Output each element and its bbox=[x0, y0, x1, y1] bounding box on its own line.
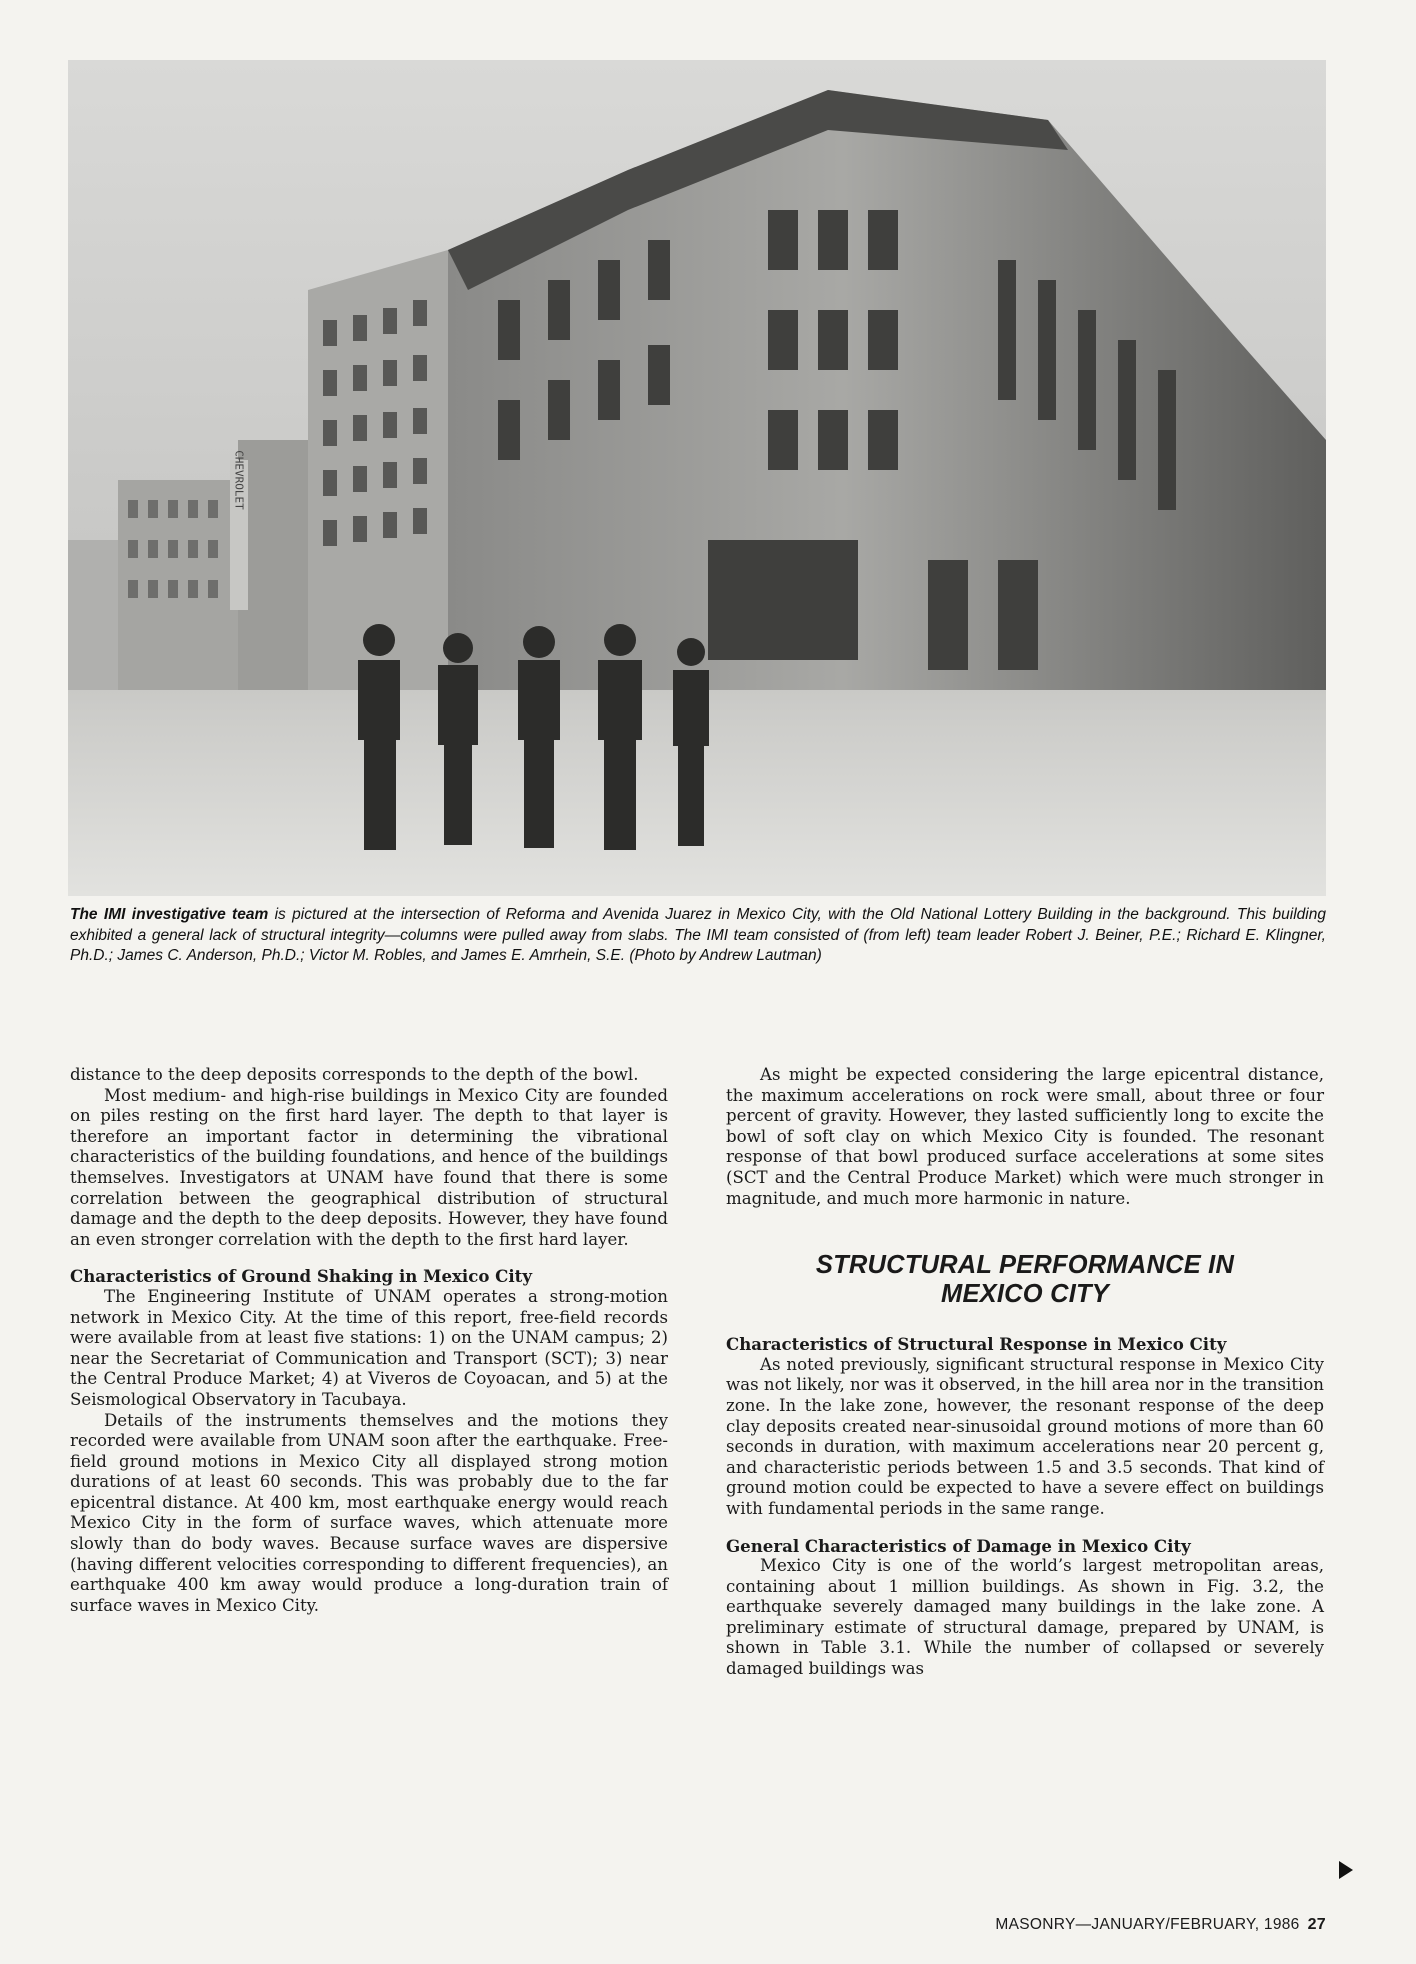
section-title-line-1: STRUCTURAL PERFORMANCE IN bbox=[815, 1251, 1235, 1280]
left-paragraph-4: Details of the instruments themselves and the motions they recorded were available from UNAM soon after the earthquake. Free-field ground motions in Mexico City all displayed strong motion durations of at least 60 seconds. This was probably due to the far epicentral distance. At 400 km, most earthquake energy would reach Mexico City in the form of surface waves, which attenuate more slowly than do body waves. Because surface waves are dispersive (having different velocities corresponding to different frequencies), an earthquake 400 km away would produce a long-duration train of surface waves in Mexico City. bbox=[70, 1410, 668, 1615]
heading-ground-shaking: Characteristics of Ground Shaking in Mexico City bbox=[70, 1266, 532, 1287]
left-paragraph-1: distance to the deep deposits corresponds to the depth of the bowl. bbox=[70, 1065, 639, 1084]
caption-lead: The IMI investigative team bbox=[70, 906, 269, 923]
team-photo bbox=[68, 60, 1326, 896]
footer-publication: MASONRY—JANUARY/FEBRUARY, 1986 bbox=[995, 1916, 1300, 1933]
right-paragraph-1: As might be expected considering the large epicentral distance, the maximum accelerations on rock were small, about three or four percent of gravity. However, they lasted sufficiently long to excite the bowl of soft clay on which Mexico City is founded. The resonant response of that bowl produced surface accelerations at some sites (SCT and the Central Produce Market) which were much stronger in magnitude, and much more harmonic in nature. bbox=[726, 1065, 1324, 1208]
caption-text: is pictured at the intersection of Reforma and Avenida Juarez in Mexico City, with the Old National Lottery Building in the background. This building exhibited a general lack of structural integrity—columns were pulled away from slabs. The IMI team consisted of (from left) team leader Robert J. Beiner, P.E.; Richard E. Klingner, Ph.D.; James C. Anderson, Ph.D.; Victor M. Robles, and James E. Amrhein, S.E. (Photo by Andrew Lautman) bbox=[70, 906, 1326, 964]
right-paragraph-2: As noted previously, significant structural response in Mexico City was not likely, nor was it observed, in the hill area nor in the transition zone. In the lake zone, however, the resonant response of the deep clay deposits created near-sinusoidal ground motions of more than 60 seconds in duration, with maximum accelerations near 20 percent g, and characteristic periods between 1.5 and 3.5 seconds. That kind of ground motion could be expected to have a severe effect on buildings with fundamental periods in the same range. bbox=[726, 1354, 1324, 1518]
section-title-line-2: MEXICO CITY bbox=[941, 1280, 1109, 1309]
heading-damage: General Characteristics of Damage in Mexico City bbox=[726, 1535, 1191, 1556]
photo-caption bbox=[70, 905, 1326, 967]
heading-structural-response: Characteristics of Structural Response in Mexico City bbox=[726, 1334, 1227, 1355]
section-title bbox=[726, 1251, 1324, 1309]
right-paragraph-3: Mexico City is one of the world’s largest metropolitan areas, containing about 1 million buildings. As shown in Fig. 3.2, the earthquake severely damaged many buildings in the lake zone. A preliminary estimate of structural damage, prepared by UNAM, is shown in Table 3.1. While the number of collapsed or severely damaged buildings was bbox=[726, 1556, 1324, 1679]
right-column bbox=[726, 1065, 1324, 1680]
sign-text: CHEVROLET bbox=[232, 450, 246, 510]
photo-illustration bbox=[68, 60, 1326, 896]
left-paragraph-3: The Engineering Institute of UNAM operates a strong-motion network in Mexico City. At the time of this report, free-field records were available from at least five stations: 1) on the UNAM campus; 2) near the Secretariat of Communication and Transport (SCT); 3) near the Central Produce Market; 4) at Viveros de Coyoacan, and 5) at the Seismological Observatory in Tacubaya. bbox=[70, 1286, 668, 1409]
page-footer bbox=[995, 1916, 1326, 1934]
left-column bbox=[70, 1065, 668, 1616]
page-number: 27 bbox=[1307, 1916, 1326, 1933]
continue-arrow-icon bbox=[1339, 1861, 1353, 1879]
left-paragraph-2: Most medium- and high-rise buildings in Mexico City are founded on piles resting on the first hard layer. The depth to that layer is therefore an important factor in determining the vibrational characteristics of the building foundations, and hence of the buildings themselves. Investigators at UNAM have found that there is some correlation between the geographical distribution of structural damage and the depth to the deep deposits. However, they have found an even stronger correlation with the depth to the first hard layer. bbox=[70, 1085, 668, 1249]
